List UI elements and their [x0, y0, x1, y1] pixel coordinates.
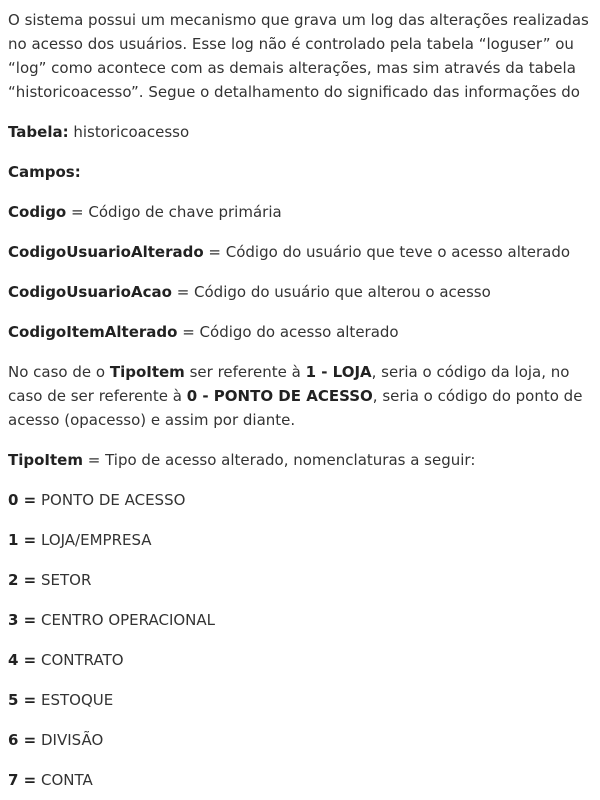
- field-item: [8, 320, 592, 344]
- code-key: 6 =: [8, 731, 37, 749]
- code-item: [8, 648, 592, 672]
- code-value: ESTOQUE: [36, 691, 114, 709]
- code-value: CONTA: [36, 771, 93, 789]
- note-paragraph: [8, 360, 592, 432]
- table-label: Tabela:: [8, 123, 69, 141]
- note-text: , seria o código do ponto de acesso (opacesso) e assim por diante.: [8, 387, 583, 429]
- code-value: DIVISÃO: [36, 731, 104, 749]
- code-key: 1 =: [8, 531, 37, 549]
- tipoitem-name: TipoItem: [8, 451, 83, 469]
- note-bold: 1 - LOJA: [305, 363, 372, 381]
- field-description: = Código de chave primária: [66, 203, 282, 221]
- code-item: [8, 688, 592, 712]
- code-key: 0 =: [8, 491, 37, 509]
- field-name: CodigoItemAlterado: [8, 323, 178, 341]
- code-value: LOJA/EMPRESA: [36, 531, 152, 549]
- note-bold: 0 - PONTO DE ACESSO: [186, 387, 373, 405]
- code-key: 4 =: [8, 651, 37, 669]
- field-item: [8, 240, 592, 264]
- code-item: [8, 488, 592, 512]
- code-key: 7 =: [8, 771, 37, 789]
- code-value: SETOR: [36, 571, 92, 589]
- code-key: 5 =: [8, 691, 37, 709]
- code-item: [8, 528, 592, 552]
- field-item: [8, 200, 592, 224]
- code-key: 3 =: [8, 611, 37, 629]
- field-description: = Código do usuário que teve o acesso alterado: [203, 243, 571, 261]
- code-value: CONTRATO: [36, 651, 124, 669]
- field-name: CodigoUsuarioAcao: [8, 283, 172, 301]
- note-text: No caso de o: [8, 363, 110, 381]
- fields-heading: [8, 160, 592, 184]
- tipoitem-line: [8, 448, 592, 472]
- fields-heading-text: Campos:: [8, 163, 81, 181]
- field-name: Codigo: [8, 203, 67, 221]
- table-line: [8, 120, 592, 144]
- field-name: CodigoUsuarioAlterado: [8, 243, 204, 261]
- intro-paragraph: O sistema possui um mecanismo que grava um log das alterações realizadas no acesso dos usuários. Esse log não é controlado pela tabela “loguser” ou “log” como acontece com as demais alterações, mas sim através da tabela “historicoacesso”. Segue o detalhamento do significado das informações do: [8, 11, 589, 101]
- field-description: = Código do usuário que alterou o acesso: [171, 283, 491, 301]
- note-text: ser referente à: [184, 363, 306, 381]
- code-item: [8, 768, 592, 792]
- note-bold: TipoItem: [109, 363, 185, 381]
- code-value: PONTO DE ACESSO: [36, 491, 186, 509]
- code-item: [8, 608, 592, 632]
- note-text: , seria o código da loja, no caso de ser referente à: [8, 363, 570, 405]
- code-item: [8, 728, 592, 752]
- field-description: = Código do acesso alterado: [177, 323, 399, 341]
- tipoitem-description: = Tipo de acesso alterado, nomenclaturas a seguir:: [82, 451, 476, 469]
- code-value: CENTRO OPERACIONAL: [36, 611, 216, 629]
- field-item: [8, 280, 592, 304]
- code-key: 2 =: [8, 571, 37, 589]
- table-value: historicoacesso: [68, 123, 190, 141]
- code-item: [8, 568, 592, 592]
